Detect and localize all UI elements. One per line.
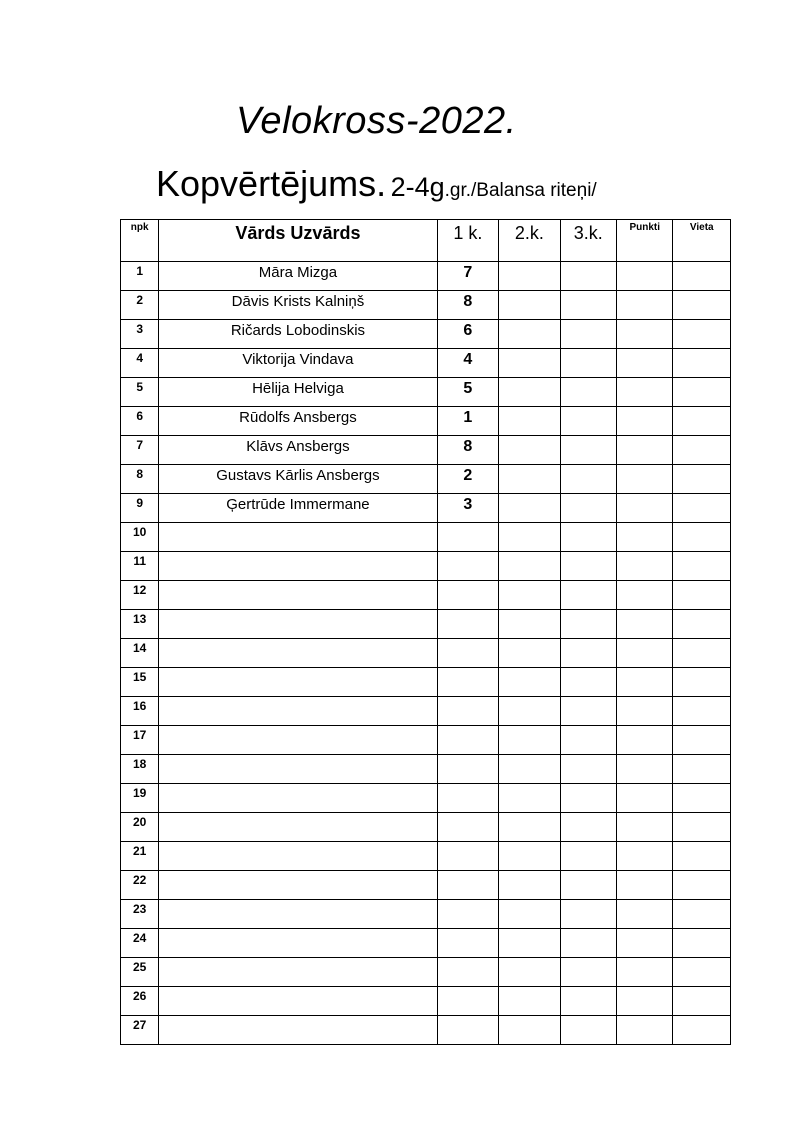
table-row <box>121 581 731 610</box>
points-cell <box>617 523 673 552</box>
score-k1 <box>437 552 499 581</box>
row-number: 23 <box>121 900 159 929</box>
score-k1 <box>437 697 499 726</box>
place-cell <box>673 581 731 610</box>
place-cell <box>673 813 731 842</box>
participant-name <box>159 1016 437 1045</box>
place-cell <box>673 1016 731 1045</box>
place-cell <box>673 436 731 465</box>
score-k1 <box>437 987 499 1016</box>
score-k3 <box>560 668 616 697</box>
score-k3 <box>560 1016 616 1045</box>
score-k2 <box>499 494 561 523</box>
place-cell <box>673 639 731 668</box>
points-cell <box>617 494 673 523</box>
score-k2 <box>499 726 561 755</box>
table-row <box>121 813 731 842</box>
score-k2 <box>499 378 561 407</box>
column-header-vieta: Vieta <box>673 220 731 262</box>
row-number: 18 <box>121 755 159 784</box>
participant-name: Rūdolfs Ansbergs <box>159 407 437 436</box>
score-k2 <box>499 784 561 813</box>
participant-name: Gustavs Kārlis Ansbergs <box>159 465 437 494</box>
row-number: 10 <box>121 523 159 552</box>
score-k2 <box>499 871 561 900</box>
score-k1 <box>437 929 499 958</box>
place-cell <box>673 523 731 552</box>
participant-name: Hēlija Helviga <box>159 378 437 407</box>
score-k3 <box>560 378 616 407</box>
points-cell <box>617 987 673 1016</box>
score-k2 <box>499 349 561 378</box>
row-number: 1 <box>121 262 159 291</box>
score-k3 <box>560 262 616 291</box>
score-k1 <box>437 842 499 871</box>
participant-name <box>159 900 437 929</box>
score-k1: 3 <box>437 494 499 523</box>
place-cell <box>673 349 731 378</box>
points-cell <box>617 668 673 697</box>
score-k1 <box>437 900 499 929</box>
participant-name: Viktorija Vindava <box>159 349 437 378</box>
score-k1: 4 <box>437 349 499 378</box>
score-k2 <box>499 436 561 465</box>
participant-name <box>159 842 437 871</box>
score-k1: 2 <box>437 465 499 494</box>
score-k3 <box>560 842 616 871</box>
points-cell <box>617 552 673 581</box>
row-number: 8 <box>121 465 159 494</box>
table-row <box>121 494 731 523</box>
row-number: 3 <box>121 320 159 349</box>
score-k3 <box>560 407 616 436</box>
points-cell <box>617 1016 673 1045</box>
table-row <box>121 871 731 900</box>
points-cell <box>617 291 673 320</box>
row-number: 17 <box>121 726 159 755</box>
score-k2 <box>499 1016 561 1045</box>
points-cell <box>617 465 673 494</box>
participant-name <box>159 958 437 987</box>
row-number: 11 <box>121 552 159 581</box>
score-k3 <box>560 929 616 958</box>
score-k3 <box>560 494 616 523</box>
score-k2 <box>499 958 561 987</box>
column-header-k2: 2.k. <box>499 220 561 262</box>
score-k2 <box>499 465 561 494</box>
place-cell <box>673 407 731 436</box>
row-number: 12 <box>121 581 159 610</box>
score-k3 <box>560 755 616 784</box>
results-table <box>120 219 731 1045</box>
score-k3 <box>560 697 616 726</box>
row-number: 21 <box>121 842 159 871</box>
table-row <box>121 987 731 1016</box>
table-row <box>121 262 731 291</box>
row-number: 4 <box>121 349 159 378</box>
table-row <box>121 436 731 465</box>
score-k2 <box>499 320 561 349</box>
points-cell <box>617 813 673 842</box>
table-row <box>121 523 731 552</box>
score-k2 <box>499 900 561 929</box>
score-k1: 7 <box>437 262 499 291</box>
row-number: 19 <box>121 784 159 813</box>
score-k3 <box>560 871 616 900</box>
place-cell <box>673 610 731 639</box>
score-k3 <box>560 436 616 465</box>
place-cell <box>673 668 731 697</box>
row-number: 25 <box>121 958 159 987</box>
row-number: 5 <box>121 378 159 407</box>
score-k1 <box>437 581 499 610</box>
score-k1 <box>437 958 499 987</box>
points-cell <box>617 320 673 349</box>
participant-name <box>159 987 437 1016</box>
points-cell <box>617 755 673 784</box>
row-number: 7 <box>121 436 159 465</box>
table-row <box>121 552 731 581</box>
points-cell <box>617 436 673 465</box>
points-cell <box>617 610 673 639</box>
score-k2 <box>499 610 561 639</box>
points-cell <box>617 697 673 726</box>
score-k3 <box>560 552 616 581</box>
table-row <box>121 842 731 871</box>
place-cell <box>673 842 731 871</box>
page-title: Velokross-2022. <box>236 100 517 142</box>
score-k1 <box>437 639 499 668</box>
row-number: 15 <box>121 668 159 697</box>
row-number: 27 <box>121 1016 159 1045</box>
score-k1 <box>437 668 499 697</box>
place-cell <box>673 552 731 581</box>
score-k3 <box>560 784 616 813</box>
points-cell <box>617 378 673 407</box>
participant-name: Māra Mizga <box>159 262 437 291</box>
column-header-k1: 1 k. <box>437 220 499 262</box>
place-cell <box>673 755 731 784</box>
place-cell <box>673 900 731 929</box>
participant-name: Klāvs Ansbergs <box>159 436 437 465</box>
table-row <box>121 697 731 726</box>
score-k3 <box>560 987 616 1016</box>
table-header-row <box>121 220 731 262</box>
score-k1 <box>437 523 499 552</box>
score-k1: 8 <box>437 436 499 465</box>
score-k3 <box>560 465 616 494</box>
score-k2 <box>499 842 561 871</box>
score-k1 <box>437 755 499 784</box>
row-number: 22 <box>121 871 159 900</box>
points-cell <box>617 784 673 813</box>
score-k3 <box>560 813 616 842</box>
place-cell <box>673 871 731 900</box>
place-cell <box>673 291 731 320</box>
table-row <box>121 755 731 784</box>
score-k1: 6 <box>437 320 499 349</box>
place-cell <box>673 378 731 407</box>
table-row <box>121 610 731 639</box>
column-header-k3: 3.k. <box>560 220 616 262</box>
row-number: 26 <box>121 987 159 1016</box>
place-cell <box>673 987 731 1016</box>
participant-name: Ģertrūde Immermane <box>159 494 437 523</box>
score-k3 <box>560 349 616 378</box>
column-header-npk: npk <box>121 220 159 262</box>
points-cell <box>617 407 673 436</box>
score-k3 <box>560 958 616 987</box>
table-row <box>121 349 731 378</box>
score-k2 <box>499 407 561 436</box>
points-cell <box>617 958 673 987</box>
score-k1: 1 <box>437 407 499 436</box>
table-row <box>121 900 731 929</box>
table-row <box>121 784 731 813</box>
table-row <box>121 726 731 755</box>
table-body <box>121 262 731 1045</box>
table-row <box>121 1016 731 1045</box>
points-cell <box>617 639 673 668</box>
score-k2 <box>499 262 561 291</box>
place-cell <box>673 784 731 813</box>
row-number: 2 <box>121 291 159 320</box>
table-row <box>121 291 731 320</box>
score-k1 <box>437 610 499 639</box>
place-cell <box>673 929 731 958</box>
row-number: 24 <box>121 929 159 958</box>
participant-name <box>159 668 437 697</box>
score-k1 <box>437 813 499 842</box>
subtitle-group: 2-4g <box>390 172 445 202</box>
score-k3 <box>560 900 616 929</box>
score-k2 <box>499 552 561 581</box>
points-cell <box>617 900 673 929</box>
row-number: 16 <box>121 697 159 726</box>
score-k1 <box>437 1016 499 1045</box>
participant-name <box>159 581 437 610</box>
participant-name: Ričards Lobodinskis <box>159 320 437 349</box>
score-k1: 8 <box>437 291 499 320</box>
score-k2 <box>499 639 561 668</box>
row-number: 9 <box>121 494 159 523</box>
place-cell <box>673 262 731 291</box>
score-k1: 5 <box>437 378 499 407</box>
score-k2 <box>499 523 561 552</box>
place-cell <box>673 697 731 726</box>
participant-name: Dāvis Krists Kalniņš <box>159 291 437 320</box>
participant-name <box>159 639 437 668</box>
table-row <box>121 929 731 958</box>
table-row <box>121 465 731 494</box>
score-k2 <box>499 813 561 842</box>
place-cell <box>673 320 731 349</box>
table-row <box>121 958 731 987</box>
row-number: 13 <box>121 610 159 639</box>
score-k2 <box>499 668 561 697</box>
score-k2 <box>499 987 561 1016</box>
score-k2 <box>499 581 561 610</box>
score-k3 <box>560 523 616 552</box>
score-k2 <box>499 697 561 726</box>
participant-name <box>159 755 437 784</box>
table-row <box>121 407 731 436</box>
place-cell <box>673 465 731 494</box>
column-header-punkti: Punkti <box>617 220 673 262</box>
subtitle-main: Kopvērtējums. <box>156 163 387 204</box>
participant-name <box>159 726 437 755</box>
participant-name <box>159 697 437 726</box>
score-k3 <box>560 581 616 610</box>
place-cell <box>673 494 731 523</box>
score-k3 <box>560 320 616 349</box>
column-header-name: Vārds Uzvārds <box>159 220 437 262</box>
score-k3 <box>560 610 616 639</box>
table-row <box>121 320 731 349</box>
participant-name <box>159 552 437 581</box>
row-number: 6 <box>121 407 159 436</box>
points-cell <box>617 842 673 871</box>
place-cell <box>673 958 731 987</box>
points-cell <box>617 349 673 378</box>
score-k3 <box>560 291 616 320</box>
table-row <box>121 668 731 697</box>
participant-name <box>159 813 437 842</box>
participant-name <box>159 871 437 900</box>
participant-name <box>159 784 437 813</box>
table-row <box>121 378 731 407</box>
participant-name <box>159 929 437 958</box>
score-k2 <box>499 291 561 320</box>
points-cell <box>617 871 673 900</box>
score-k2 <box>499 755 561 784</box>
points-cell <box>617 726 673 755</box>
participant-name <box>159 610 437 639</box>
place-cell <box>673 726 731 755</box>
points-cell <box>617 929 673 958</box>
subtitle-suffix: .gr./Balansa riteņi/ <box>444 180 597 201</box>
page-subtitle <box>156 163 597 205</box>
score-k2 <box>499 929 561 958</box>
score-k1 <box>437 726 499 755</box>
score-k3 <box>560 726 616 755</box>
participant-name <box>159 523 437 552</box>
points-cell <box>617 262 673 291</box>
score-k1 <box>437 871 499 900</box>
points-cell <box>617 581 673 610</box>
row-number: 14 <box>121 639 159 668</box>
score-k3 <box>560 639 616 668</box>
table-row <box>121 639 731 668</box>
row-number: 20 <box>121 813 159 842</box>
score-k1 <box>437 784 499 813</box>
